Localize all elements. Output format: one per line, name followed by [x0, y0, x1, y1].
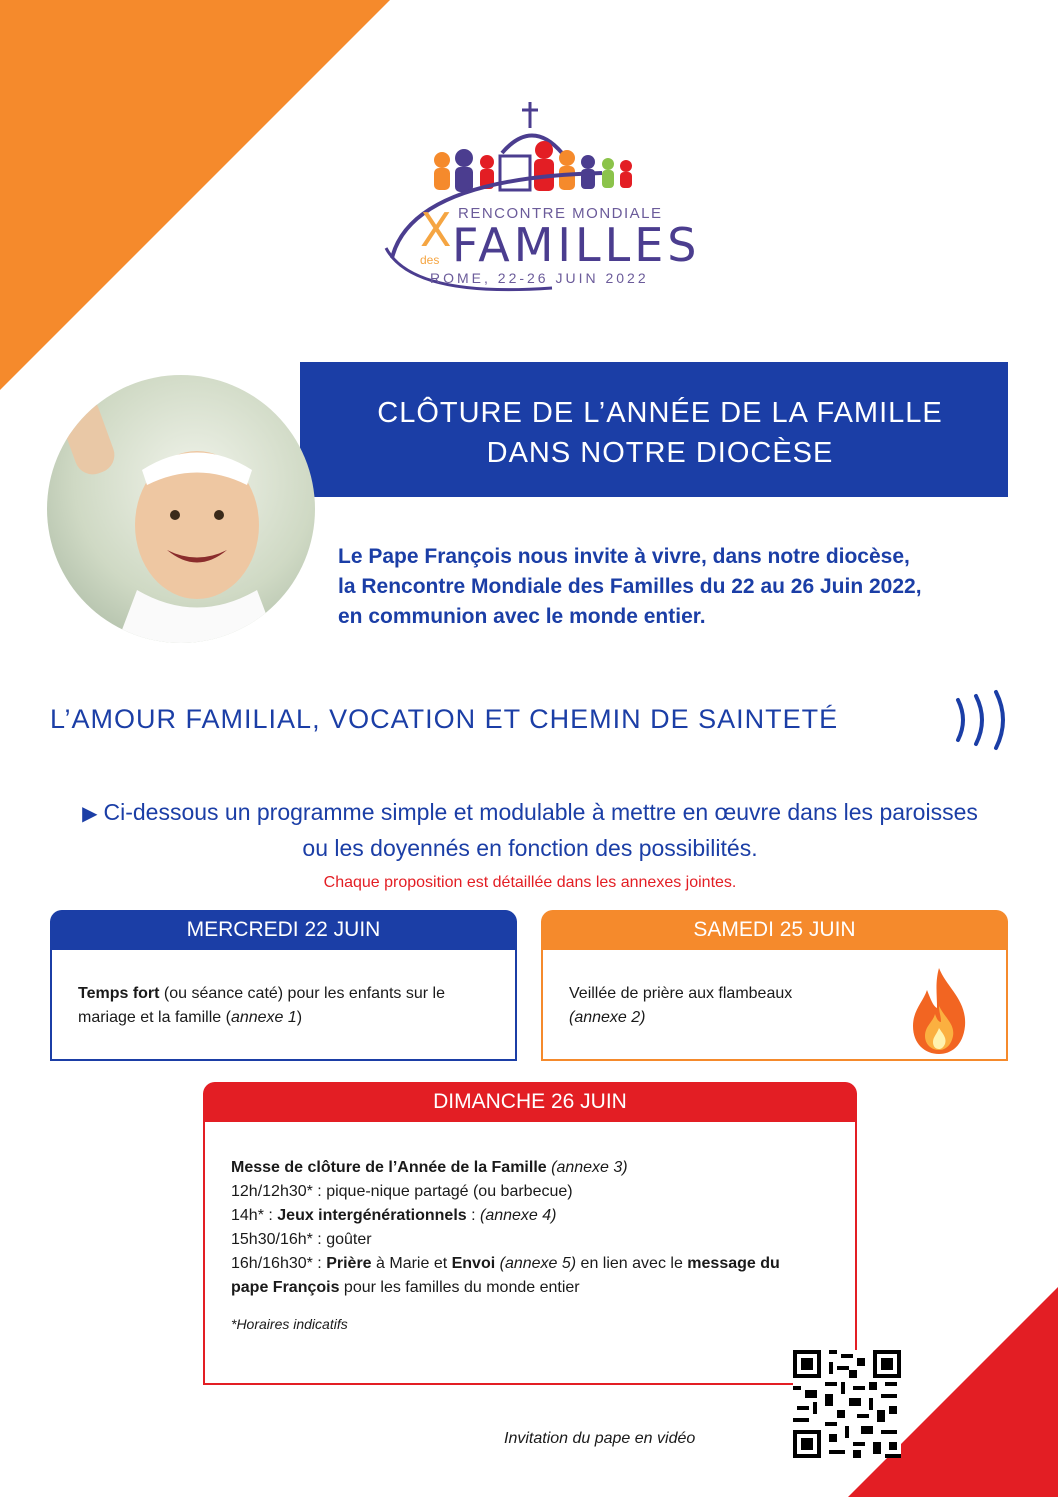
play-arrow-icon: ▶ — [82, 803, 98, 825]
sunday-row2: 12h/12h30* : pique-nique partagé (ou barbecue) — [231, 1183, 573, 1200]
games-label: Jeux intergénérationnels — [277, 1207, 467, 1224]
r5-text2: en lien avec le — [576, 1255, 688, 1272]
annex4: (annexe 4) — [480, 1207, 557, 1224]
message-label: message du — [687, 1255, 780, 1272]
title-line1: CLÔTURE DE L’ANNÉE DE LA FAMILLE — [377, 397, 943, 429]
annex5: (annexe 5) — [495, 1255, 577, 1272]
qr-code[interactable] — [793, 1350, 901, 1458]
program-line1: Ci-dessous un programme simple et modulable à mettre en œuvre dans les paroisses — [103, 799, 978, 825]
wednesday-annex: annexe 1 — [230, 1009, 297, 1026]
wednesday-body — [52, 950, 515, 1030]
logo-numeral: X — [420, 203, 452, 257]
wednesday-title: MERCREDI 22 JUIN — [50, 910, 517, 950]
prayer-label: Prière — [326, 1255, 372, 1272]
sunday-card — [203, 1082, 857, 1385]
wednesday-text1: (ou séance caté) pour les enfants sur le — [159, 985, 445, 1002]
wednesday-bold: Temps fort — [78, 985, 160, 1002]
intro-text — [338, 542, 1028, 632]
corner-triangle-top-left — [0, 0, 390, 390]
qr-caption: Invitation du pape en vidéo — [504, 1430, 696, 1447]
sunday-row4: 15h30/16h* : goûter — [231, 1231, 372, 1248]
pope-photo — [47, 375, 315, 643]
annex-note: Chaque proposition est détaillée dans les annexes jointes. — [323, 874, 737, 891]
intro-line1: Le Pape François nous invite à vivre, dans notre diocèse, — [338, 545, 910, 568]
mass-label: Messe de clôture de l’Année de la Famille — [231, 1159, 547, 1176]
theme-heading: L’AMOUR FAMILIAL, VOCATION ET CHEMIN DE SAINTETÉ — [50, 704, 839, 734]
logo-line2: FAMILLES — [452, 218, 701, 272]
title-line2: DANS NOTRE DIOCÈSE — [486, 437, 834, 469]
page-title — [330, 393, 990, 473]
annex3: (annexe 3) — [546, 1159, 628, 1176]
wednesday-card — [50, 910, 517, 1061]
wednesday-text2: mariage et la famille ( — [78, 1009, 231, 1026]
sunday-row5 — [231, 1252, 831, 1276]
r3-sep: : — [466, 1207, 480, 1224]
pope-label: pape François — [231, 1279, 340, 1296]
wednesday-text3: ) — [296, 1009, 303, 1026]
sunday-row1 — [231, 1156, 831, 1180]
program-line2: ou les doyennés en fonction des possibilités. — [302, 835, 758, 861]
logo-line3: ROME, 22-26 JUIN 2022 — [430, 270, 649, 286]
sunday-row6 — [231, 1276, 831, 1300]
intro-line3: en communion avec le monde entier. — [338, 605, 706, 628]
schedule-note: *Horaires indicatifs — [231, 1316, 348, 1332]
r5-text: à Marie et — [371, 1255, 452, 1272]
saturday-title: SAMEDI 25 JUIN — [541, 910, 1008, 950]
envoi-label: Envoi — [451, 1255, 496, 1272]
r5-time: 16h/16h30* : — [231, 1255, 327, 1272]
sound-waves-icon — [950, 688, 1014, 752]
flame-icon — [907, 966, 971, 1056]
r6-text: pour les familles du monde entier — [339, 1279, 580, 1296]
saturday-line1: Veillée de prière aux flambeaux — [569, 985, 793, 1002]
sunday-body — [205, 1122, 855, 1336]
r3-time: 14h* : — [231, 1207, 278, 1224]
sunday-title: DIMANCHE 26 JUIN — [203, 1082, 857, 1122]
pope-portrait-icon — [47, 375, 315, 643]
logo-line1: RENCONTRE MONDIALE — [458, 205, 663, 222]
logo-des: des — [420, 253, 440, 267]
intro-line2: la Rencontre Mondiale des Familles du 22 au 26 Juin 2022, — [338, 575, 922, 598]
saturday-annex: (annexe 2) — [569, 1009, 646, 1026]
sunday-row3 — [231, 1204, 831, 1228]
program-description — [50, 795, 1010, 865]
